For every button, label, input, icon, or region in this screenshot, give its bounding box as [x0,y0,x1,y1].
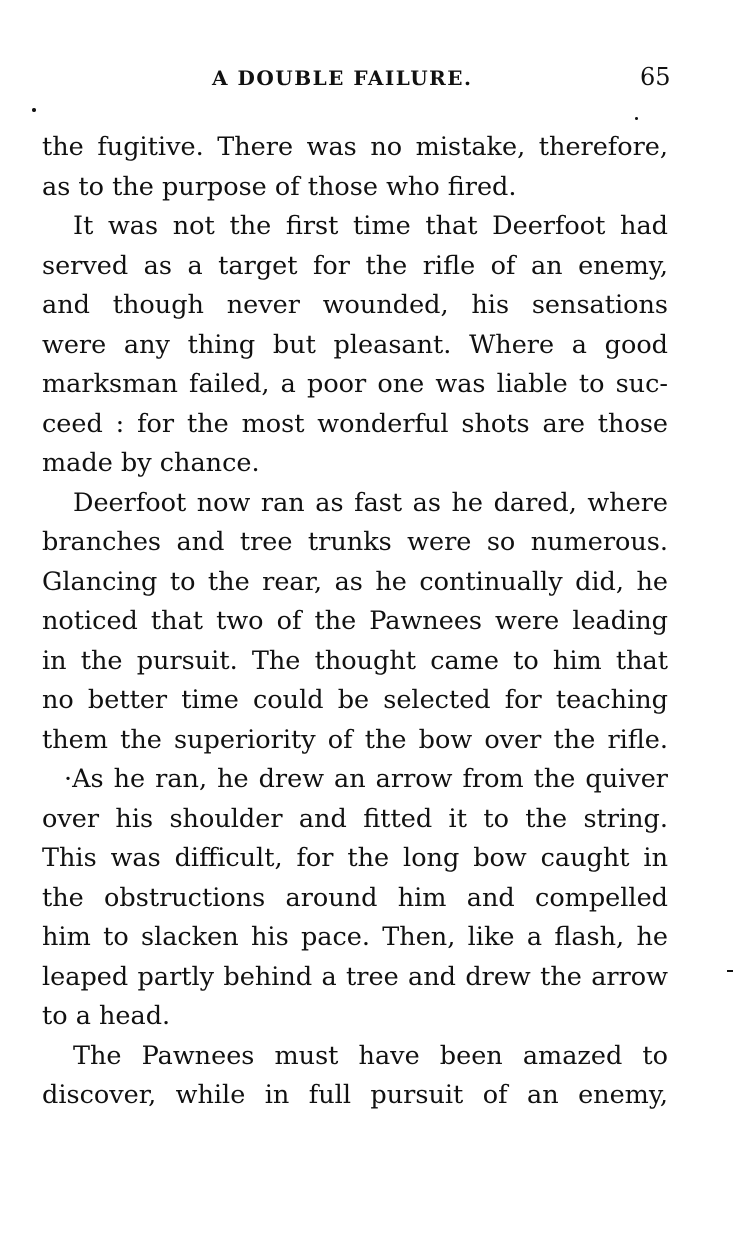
text-line: ceed : for the most wonderful shots are those [42,408,668,439]
text-line: the obstructions around him and compelled [42,882,668,913]
text-line: them the superiority of the bow over the rifle. [42,724,668,755]
body-text [42,128,668,1116]
text-line: made by chance. [42,448,260,478]
text-line: and though never wounded, his sensations [42,290,668,320]
text-line: as to the purpose of those who fired. [42,171,517,202]
text-line: him to slacken his pace. Then, like a flash, he [42,922,668,952]
text-line: Deerfoot now ran as fast as he dared, where [73,487,668,518]
text-line: to a head. [42,1001,171,1031]
page-number: 65 [640,63,671,91]
text-line: It was not the first time that Deerfoot had [73,211,668,241]
running-head: A DOUBLE FAILURE. [212,66,473,90]
text-line: leaped partly behind a tree and drew the arrow [42,961,668,992]
text-line: served as a target for the rifle of an enemy, [42,250,668,281]
ink-speck [635,117,638,120]
text-line: ·As he ran, he drew an arrow from the quiver [64,764,668,794]
text-line: no better time could be selected for teaching [42,685,668,715]
text-line: in the pursuit. The thought came to him that [42,645,668,676]
ink-speck [727,970,733,972]
text-line: the fugitive. There was no mistake, therefore, [42,132,668,162]
text-line: over his shoulder and fitted it to the string. [42,803,668,834]
text-line: were any thing but pleasant. Where a good [42,329,668,360]
text-line: This was difficult, for the long bow caught in [42,843,668,873]
text-line: noticed that two of the Pawnees were leading [42,606,668,636]
text-line: branches and tree trunks were so numerous. [42,527,668,557]
text-line: marksman failed, a poor one was liable to suc- [42,369,668,399]
text-line: Glancing to the rear, as he continually did, he [42,566,668,597]
text-line: The Pawnees must have been amazed to [73,1040,668,1071]
ink-speck [32,108,36,112]
text-line: discover, while in full pursuit of an enemy, [42,1080,668,1110]
